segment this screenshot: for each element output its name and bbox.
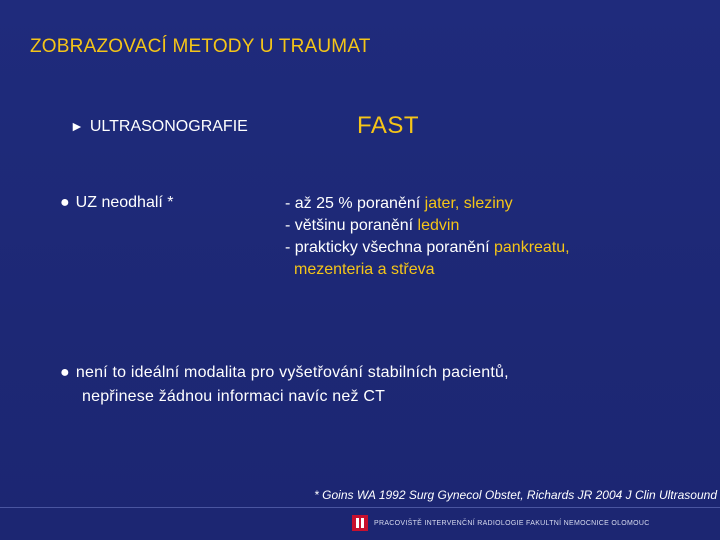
bullet-line — [60, 361, 509, 385]
bullet-dot-icon: ● — [60, 364, 70, 381]
bullet-text-continuation: nepřinese žádnou informaci navíc než CT — [82, 388, 386, 405]
hospital-logo-icon — [352, 515, 368, 531]
bullet-not-ideal — [60, 361, 509, 409]
footnote-citation: * Goins WA 1992 Surg Gynecol Obstet, Richards JR 2004 J Clin Ultrasound — [314, 488, 717, 502]
footer — [352, 514, 650, 532]
footer-text: PRACOVIŠTĚ INTERVENČNÍ RADIOLOGIE FAKULTNÍ NEMOCNICE OLOMOUC — [374, 519, 650, 527]
bullet-uz-misses — [60, 194, 174, 212]
bullet-text: není to ideální modalita pro vyšetřování stabilních pacientů, — [75, 364, 509, 381]
findings-list — [285, 193, 570, 281]
bullet-dot-icon: ● — [60, 194, 70, 211]
arrow-right-icon: ► — [70, 118, 84, 134]
bullet-text: UZ neodhalí * — [75, 194, 174, 211]
finding-line — [285, 259, 570, 281]
slide-title: ZOBRAZOVACÍ METODY U TRAUMAT — [30, 36, 371, 57]
footer-divider — [0, 507, 720, 508]
finding-line — [285, 237, 570, 259]
finding-highlight: pankreatu, — [494, 239, 570, 256]
ultrasound-heading — [70, 118, 248, 136]
finding-highlight: jater, sleziny — [424, 195, 513, 212]
finding-line — [285, 215, 570, 237]
ultrasound-label: ULTRASONOGRAFIE — [89, 118, 248, 135]
finding-prefix: - většinu poranění — [285, 217, 418, 234]
finding-highlight: mezenteria a střeva — [294, 261, 435, 278]
finding-highlight: ledvin — [417, 217, 460, 234]
finding-prefix: - až 25 % poranění — [285, 195, 425, 212]
finding-prefix: - prakticky všechna poranění — [285, 239, 494, 256]
fast-label: FAST — [357, 112, 420, 139]
finding-line — [285, 193, 570, 215]
